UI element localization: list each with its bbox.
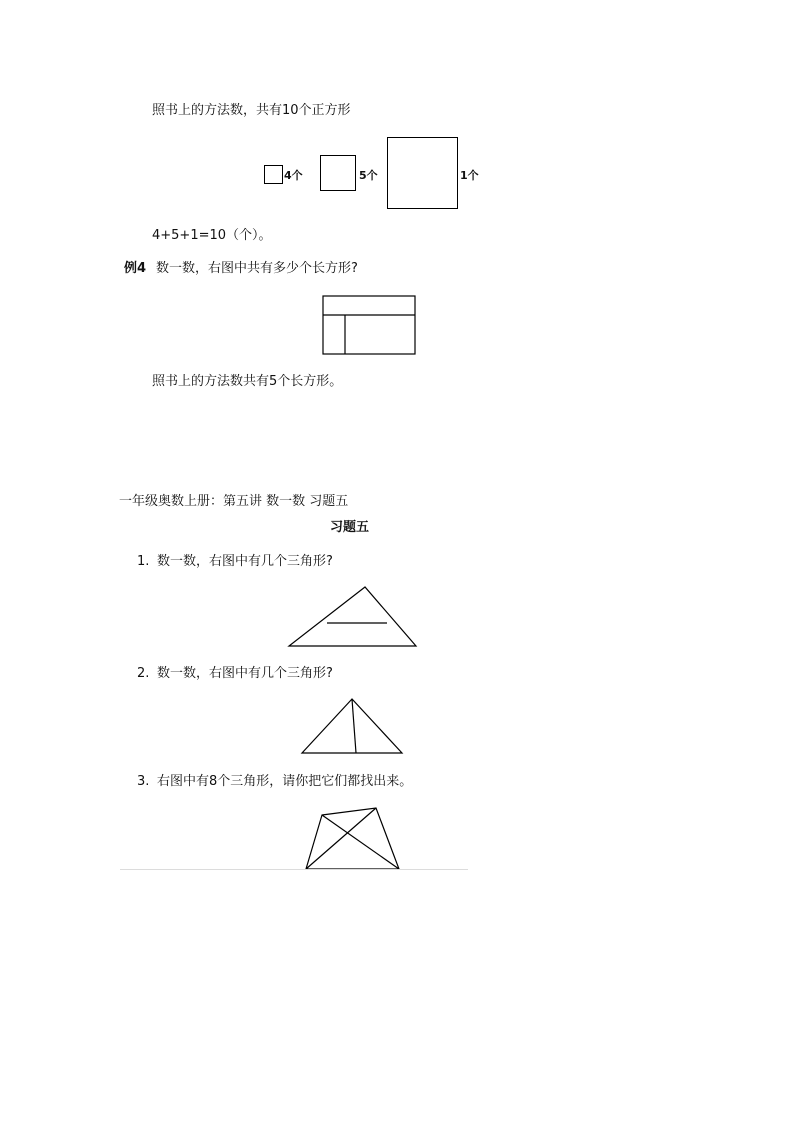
example4-label: 例4: [124, 261, 147, 276]
example4-question: 数一数，右图中共有多少个长方形?: [156, 261, 358, 276]
medium-square-count: 5个: [359, 169, 378, 182]
exercise-1-text: 数一数，右图中有几个三角形?: [157, 554, 333, 569]
section-title: 习题五: [330, 520, 370, 535]
large-square-count: 1个: [460, 169, 479, 182]
page-divider: [120, 869, 468, 870]
example4-answer: 照书上的方法数共有5个长方形。: [152, 374, 343, 389]
exercise-3-number: 3.: [137, 774, 150, 789]
medium-square: [320, 155, 356, 191]
small-square: [264, 165, 283, 184]
example3-method-text: 照书上的方法数，共有10个正方形: [152, 103, 351, 118]
exercise-2-number: 2.: [137, 666, 150, 681]
exercise-2-text: 数一数，右图中有几个三角形?: [157, 666, 333, 681]
exercise-1-number: 1.: [137, 554, 150, 569]
section-header: 一年级奥数上册：第五讲 数一数 习题五: [119, 494, 349, 509]
large-square: [387, 137, 458, 209]
exercise-3-text: 右图中有8个三角形，请你把它们都找出来。: [157, 774, 413, 789]
small-square-count: 4个: [284, 169, 303, 182]
example3-equation: 4+5+1=10（个）。: [152, 228, 272, 243]
